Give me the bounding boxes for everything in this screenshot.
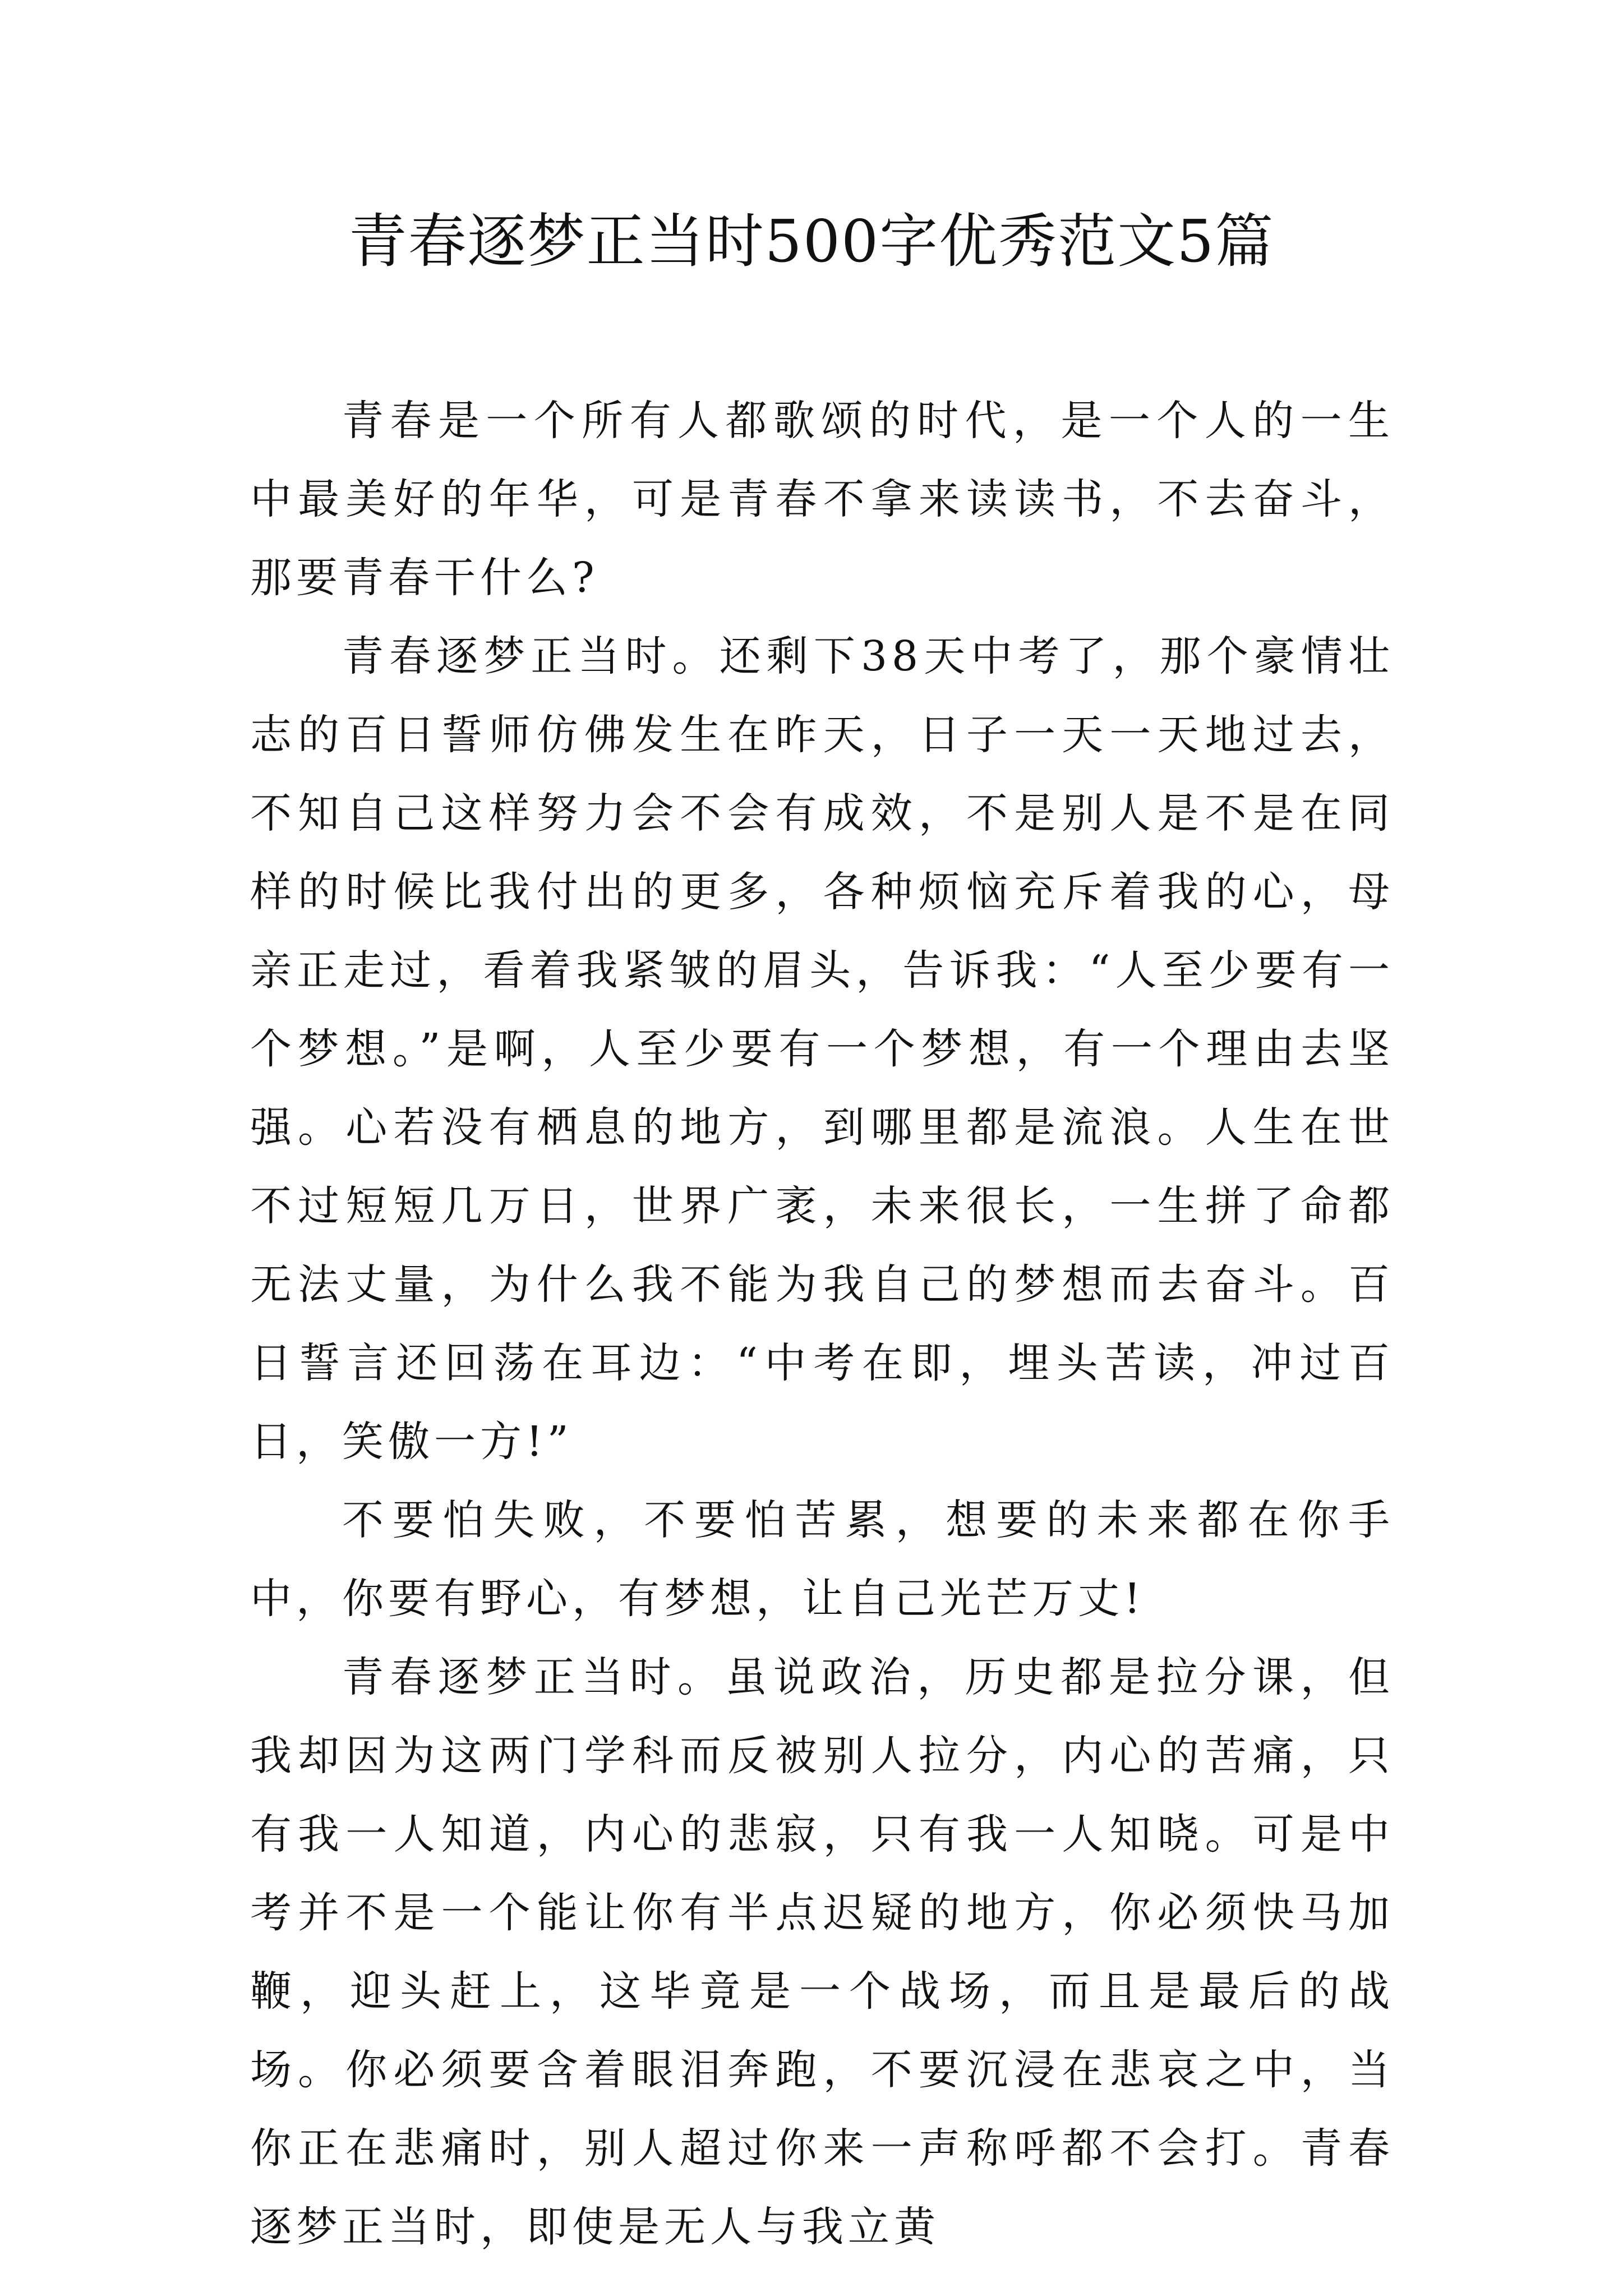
paragraph-3: 不要怕失败，不要怕苦累，想要的未来都在你手中，你要有野心，有梦想，让自己光芒万丈! bbox=[250, 1496, 1394, 1623]
document-body bbox=[250, 381, 1394, 2266]
document-title: 青春逐梦正当时500字优秀范文5篇 bbox=[348, 207, 1275, 275]
paragraph-2: 青春逐梦正当时。还剩下38天中考了，那个豪情壮志的百日誓师仿佛发生在昨天，日子一天一天地过去，不知自己这样努力会不会有成效，不是别人是不是在同样的时候比我付出的更多，各种烦恼充斥着我的心，母亲正走过，看着我紧皱的眉头，告诉我：“人至少要有一个梦想。”是啊，人至少要有一个梦想，有一个理由去坚强。心若没有栖息的地方，到哪里都是流浪。人生在世不过短短几万日，世界广袤，未来很长，一生拼了命都无法丈量，为什么我不能为我自己的梦想而去奋斗。百日誓言还回荡在耳边：“中考在即，埋头苦读，冲过百日，笑傲一方!” bbox=[250, 632, 1394, 1466]
paragraph-4: 青春逐梦正当时。虽说政治，历史都是拉分课，但我却因为这两门学科而反被别人拉分，内心的苦痛，只有我一人知道，内心的悲寂，只有我一人知晓。可是中考并不是一个能让你有半点迟疑的地方，你必须快马加鞭，迎头赶上，这毕竟是一个战场，而且是最后的战场。你必须要含着眼泪奔跑，不要沉浸在悲哀之中，当你正在悲痛时，别人超过你来一声称呼都不会打。青春逐梦正当时，即使是无人与我立黄 bbox=[250, 1653, 1394, 2251]
paragraph-1: 青春是一个所有人都歌颂的时代，是一个人的一生中最美好的年华，可是青春不拿来读读书，不去奋斗，那要青春干什么? bbox=[250, 397, 1394, 602]
